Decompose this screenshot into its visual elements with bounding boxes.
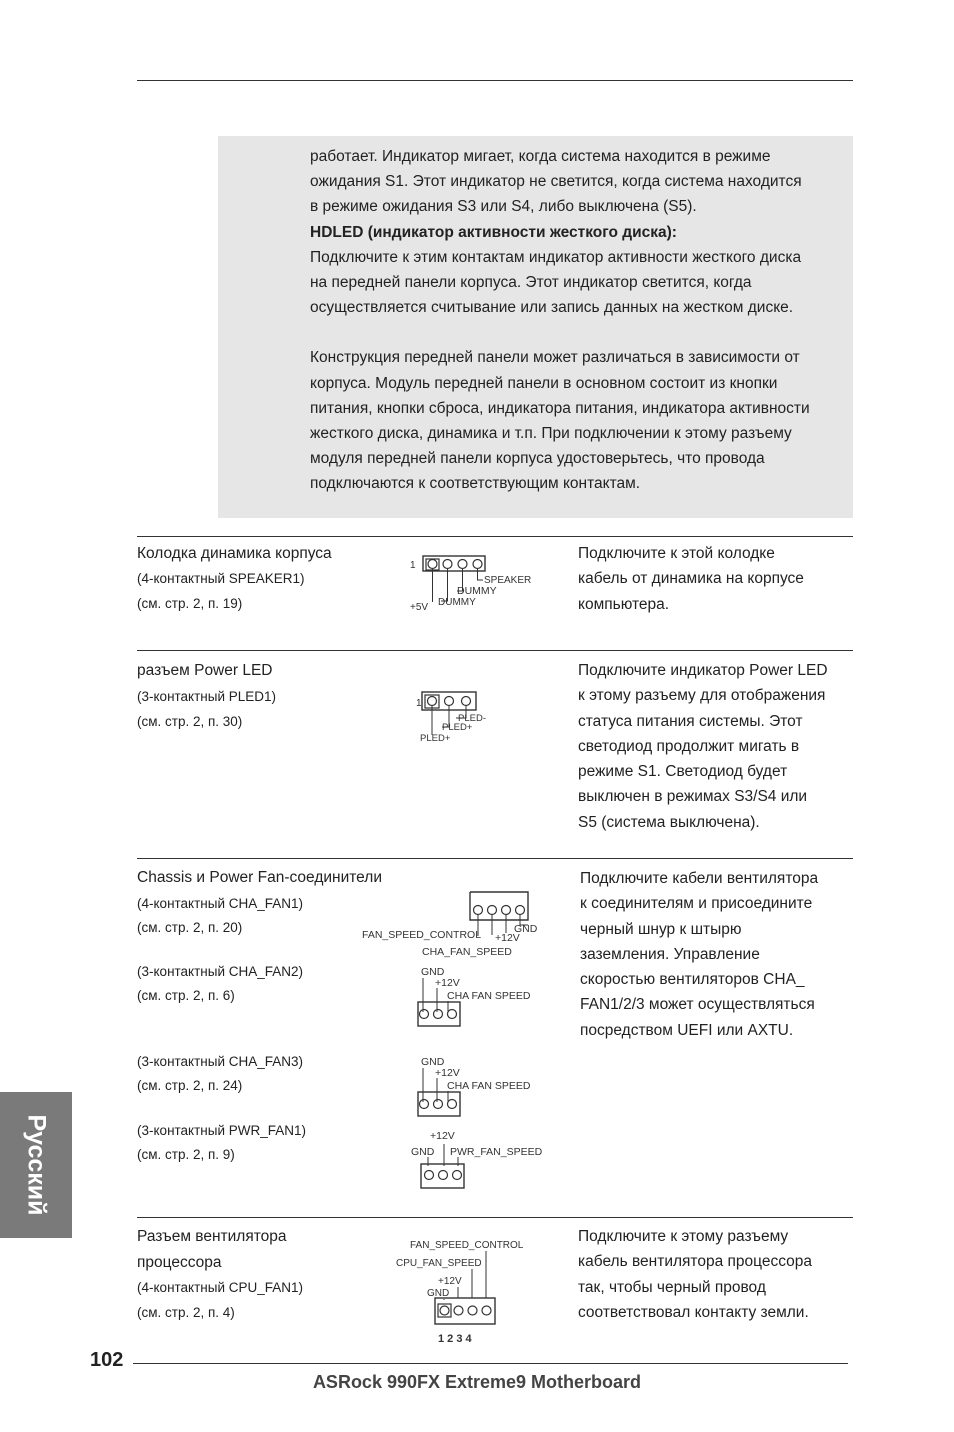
cpu-fan-model: (4-контактный CPU_FAN1) bbox=[137, 1280, 304, 1295]
text-line: Подключите к этим контактам индикатор активности жесткого диска bbox=[310, 248, 802, 266]
pled-model: (3-контактный PLED1) bbox=[137, 689, 277, 704]
cpu-fan-title: Разъем вентилятора bbox=[137, 1228, 287, 1245]
text-line: S5 (система выключена). bbox=[578, 813, 760, 831]
pin1-label: 1 bbox=[416, 698, 422, 709]
intro-text bbox=[310, 144, 855, 497]
fan-speed-control-label: FAN_SPEED_CONTROL bbox=[410, 1240, 524, 1251]
speaker-ref: (см. стр. 2, п. 19) bbox=[137, 596, 243, 611]
text-line: Подключите индикатор Power LED bbox=[578, 662, 828, 679]
hdled-heading: HDLED (индикатор активности жесткого диска): bbox=[310, 223, 677, 241]
text-line: корпуса. Модуль передней панели в основном состоит из кнопки bbox=[310, 374, 778, 392]
speaker-pin-label: SPEAKER bbox=[484, 575, 532, 586]
cha-fan2-ref: (см. стр. 2, п. 6) bbox=[137, 988, 235, 1003]
footer-title: ASRock 990FX Extreme9 Motherboard bbox=[312, 1372, 642, 1392]
plus12v-label: +12V bbox=[438, 1276, 462, 1287]
pin1-label: 1 bbox=[410, 560, 416, 571]
pwr-fan1-connector-diagram bbox=[408, 1126, 548, 1192]
text-line: Конструкция передней панели может различаться в зависимости от bbox=[310, 349, 800, 367]
top-rule bbox=[137, 80, 853, 81]
text-line: выключен в режимах S3/S4 или bbox=[578, 788, 808, 806]
plus5v-pin-label: +5V bbox=[410, 602, 429, 613]
language-tab bbox=[0, 1092, 72, 1238]
cpu-fan-connector-diagram bbox=[394, 1236, 534, 1348]
text-line: осуществляется считывание или запись данных на жестком диске. bbox=[310, 299, 794, 317]
text-line: так, чтобы черный провод bbox=[578, 1278, 766, 1296]
text-line: на передней панели корпуса. Этот индикатор светится, когда bbox=[310, 274, 752, 292]
cha-fan3-connector-diagram bbox=[415, 1052, 545, 1120]
text-line: статуса питания системы. Этот bbox=[578, 712, 803, 730]
text-line: кабель от динамика на корпусе bbox=[578, 570, 804, 588]
page-number: 102 bbox=[90, 1349, 124, 1371]
cha-fan-speed-label: CHA FAN SPEED bbox=[447, 1080, 531, 1092]
text-line: кабель вентилятора процессора bbox=[578, 1253, 812, 1271]
pled-description bbox=[578, 658, 853, 835]
pwr-fan1-model: (3-контактный PWR_FAN1) bbox=[137, 1123, 307, 1138]
pled-title: разъем Power LED bbox=[137, 662, 273, 679]
text-line: Подключите кабели вентилятора bbox=[580, 870, 819, 887]
cpu-fan-speed-label: CPU_FAN_SPEED bbox=[396, 1258, 482, 1269]
text-line: Подключите к этому разъему bbox=[578, 1228, 789, 1245]
cha-fan2-model: (3-контактный CHA_FAN2) bbox=[137, 964, 304, 979]
pwr-fan-speed-label: PWR_FAN_SPEED bbox=[450, 1146, 543, 1158]
cpu-fan-description bbox=[578, 1224, 853, 1325]
text-line: заземления. Управление bbox=[580, 945, 760, 963]
dummy-pin-label: DUMMY bbox=[438, 597, 476, 608]
text-line: режиме S1. Светодиод будет bbox=[578, 763, 788, 781]
gnd-label: GND bbox=[421, 1056, 445, 1068]
text-line: в режиме ожидания S3 или S4, либо выключена (S5). bbox=[310, 198, 697, 216]
cha-fan2-connector-diagram bbox=[415, 962, 545, 1030]
plus12v-label: +12V bbox=[430, 1130, 455, 1142]
gnd-label: GND bbox=[411, 1146, 435, 1158]
pled-minus-label: PLED- bbox=[458, 713, 486, 724]
cha-fan1-ref: (см. стр. 2, п. 20) bbox=[137, 920, 243, 935]
fan-speed-control-label: FAN_SPEED_CONTROL bbox=[362, 929, 482, 941]
text-line: жесткого диска, динамика и т.п. При подключении к этому разъему bbox=[310, 425, 792, 443]
text-line: работает. Индикатор мигает, когда система находится в режиме bbox=[310, 148, 771, 165]
text-line: скоростью вентиляторов CHA_ bbox=[580, 971, 805, 989]
pled-plus-label: PLED+ bbox=[442, 722, 473, 733]
text-line: светодиод продолжит мигать в bbox=[578, 737, 800, 755]
cha-fan-speed-label: CHA_FAN_SPEED bbox=[422, 946, 512, 958]
speaker-connector-diagram bbox=[405, 550, 545, 615]
cha-fan3-ref: (см. стр. 2, п. 24) bbox=[137, 1078, 243, 1093]
text-line: FAN1/2/3 может осуществляться bbox=[580, 996, 815, 1014]
cha-fan-speed-label: CHA FAN SPEED bbox=[447, 990, 531, 1002]
spacer bbox=[310, 320, 855, 345]
text-line: посредством UEFI или AXTU. bbox=[580, 1021, 794, 1039]
plus12v-label: +12V bbox=[495, 932, 520, 944]
pin-numbers-label: 1 2 3 4 bbox=[438, 1333, 472, 1345]
gnd-label: GND bbox=[427, 1288, 450, 1299]
text-line: Подключите к этой колодке bbox=[578, 545, 775, 562]
text-line: к этому разъему для отображения bbox=[578, 687, 826, 705]
cha-fan1-model: (4-контактный CHA_FAN1) bbox=[137, 896, 304, 911]
speaker-description bbox=[578, 541, 853, 617]
speaker-title: Колодка динамика корпуса bbox=[137, 545, 332, 562]
fans-description bbox=[580, 866, 855, 1043]
text-line: питания, кнопки сброса, индикатора питания, индикатора активности bbox=[310, 399, 810, 417]
text-line: модуля передней панели корпуса удостоверьтесь, что провода bbox=[310, 450, 765, 468]
text-line: ожидания S1. Этот индикатор не светится, когда система находится bbox=[310, 173, 802, 191]
fans-title: Chassis и Power Fan-соединители bbox=[137, 869, 382, 886]
section-rule bbox=[137, 1217, 853, 1218]
section-rule bbox=[137, 858, 853, 859]
cha-fan1-connector-diagram bbox=[360, 888, 550, 960]
text-line: к соединителям и присоедините bbox=[580, 895, 813, 913]
pled-plus-label: PLED+ bbox=[420, 733, 451, 744]
plus12v-label: +12V bbox=[435, 977, 460, 989]
text-line: черный шнур к штырю bbox=[580, 920, 742, 938]
cpu-fan-ref: (см. стр. 2, п. 4) bbox=[137, 1305, 235, 1320]
cha-fan3-model: (3-контактный CHA_FAN3) bbox=[137, 1054, 304, 1069]
gnd-label: GND bbox=[421, 966, 445, 978]
text-line: соответствовал контакту земли. bbox=[578, 1303, 809, 1321]
gnd-label: GND bbox=[514, 923, 538, 935]
dummy-pin-label: DUMMY bbox=[457, 585, 497, 597]
footer-rule bbox=[133, 1363, 848, 1364]
cpu-fan-title: процессора bbox=[137, 1254, 222, 1271]
plus12v-label: +12V bbox=[435, 1067, 460, 1079]
speaker-model: (4-контактный SPEAKER1) bbox=[137, 571, 305, 586]
language-tab-label: Русский bbox=[22, 1114, 51, 1216]
text-line: компьютера. bbox=[578, 595, 670, 613]
text-line: подключаются к соответствующим контактам. bbox=[310, 475, 641, 493]
pwr-fan1-ref: (см. стр. 2, п. 9) bbox=[137, 1147, 235, 1162]
section-rule bbox=[137, 536, 853, 537]
section-rule bbox=[137, 650, 853, 651]
pled-ref: (см. стр. 2, п. 30) bbox=[137, 714, 243, 729]
pled-connector-diagram bbox=[412, 688, 512, 746]
